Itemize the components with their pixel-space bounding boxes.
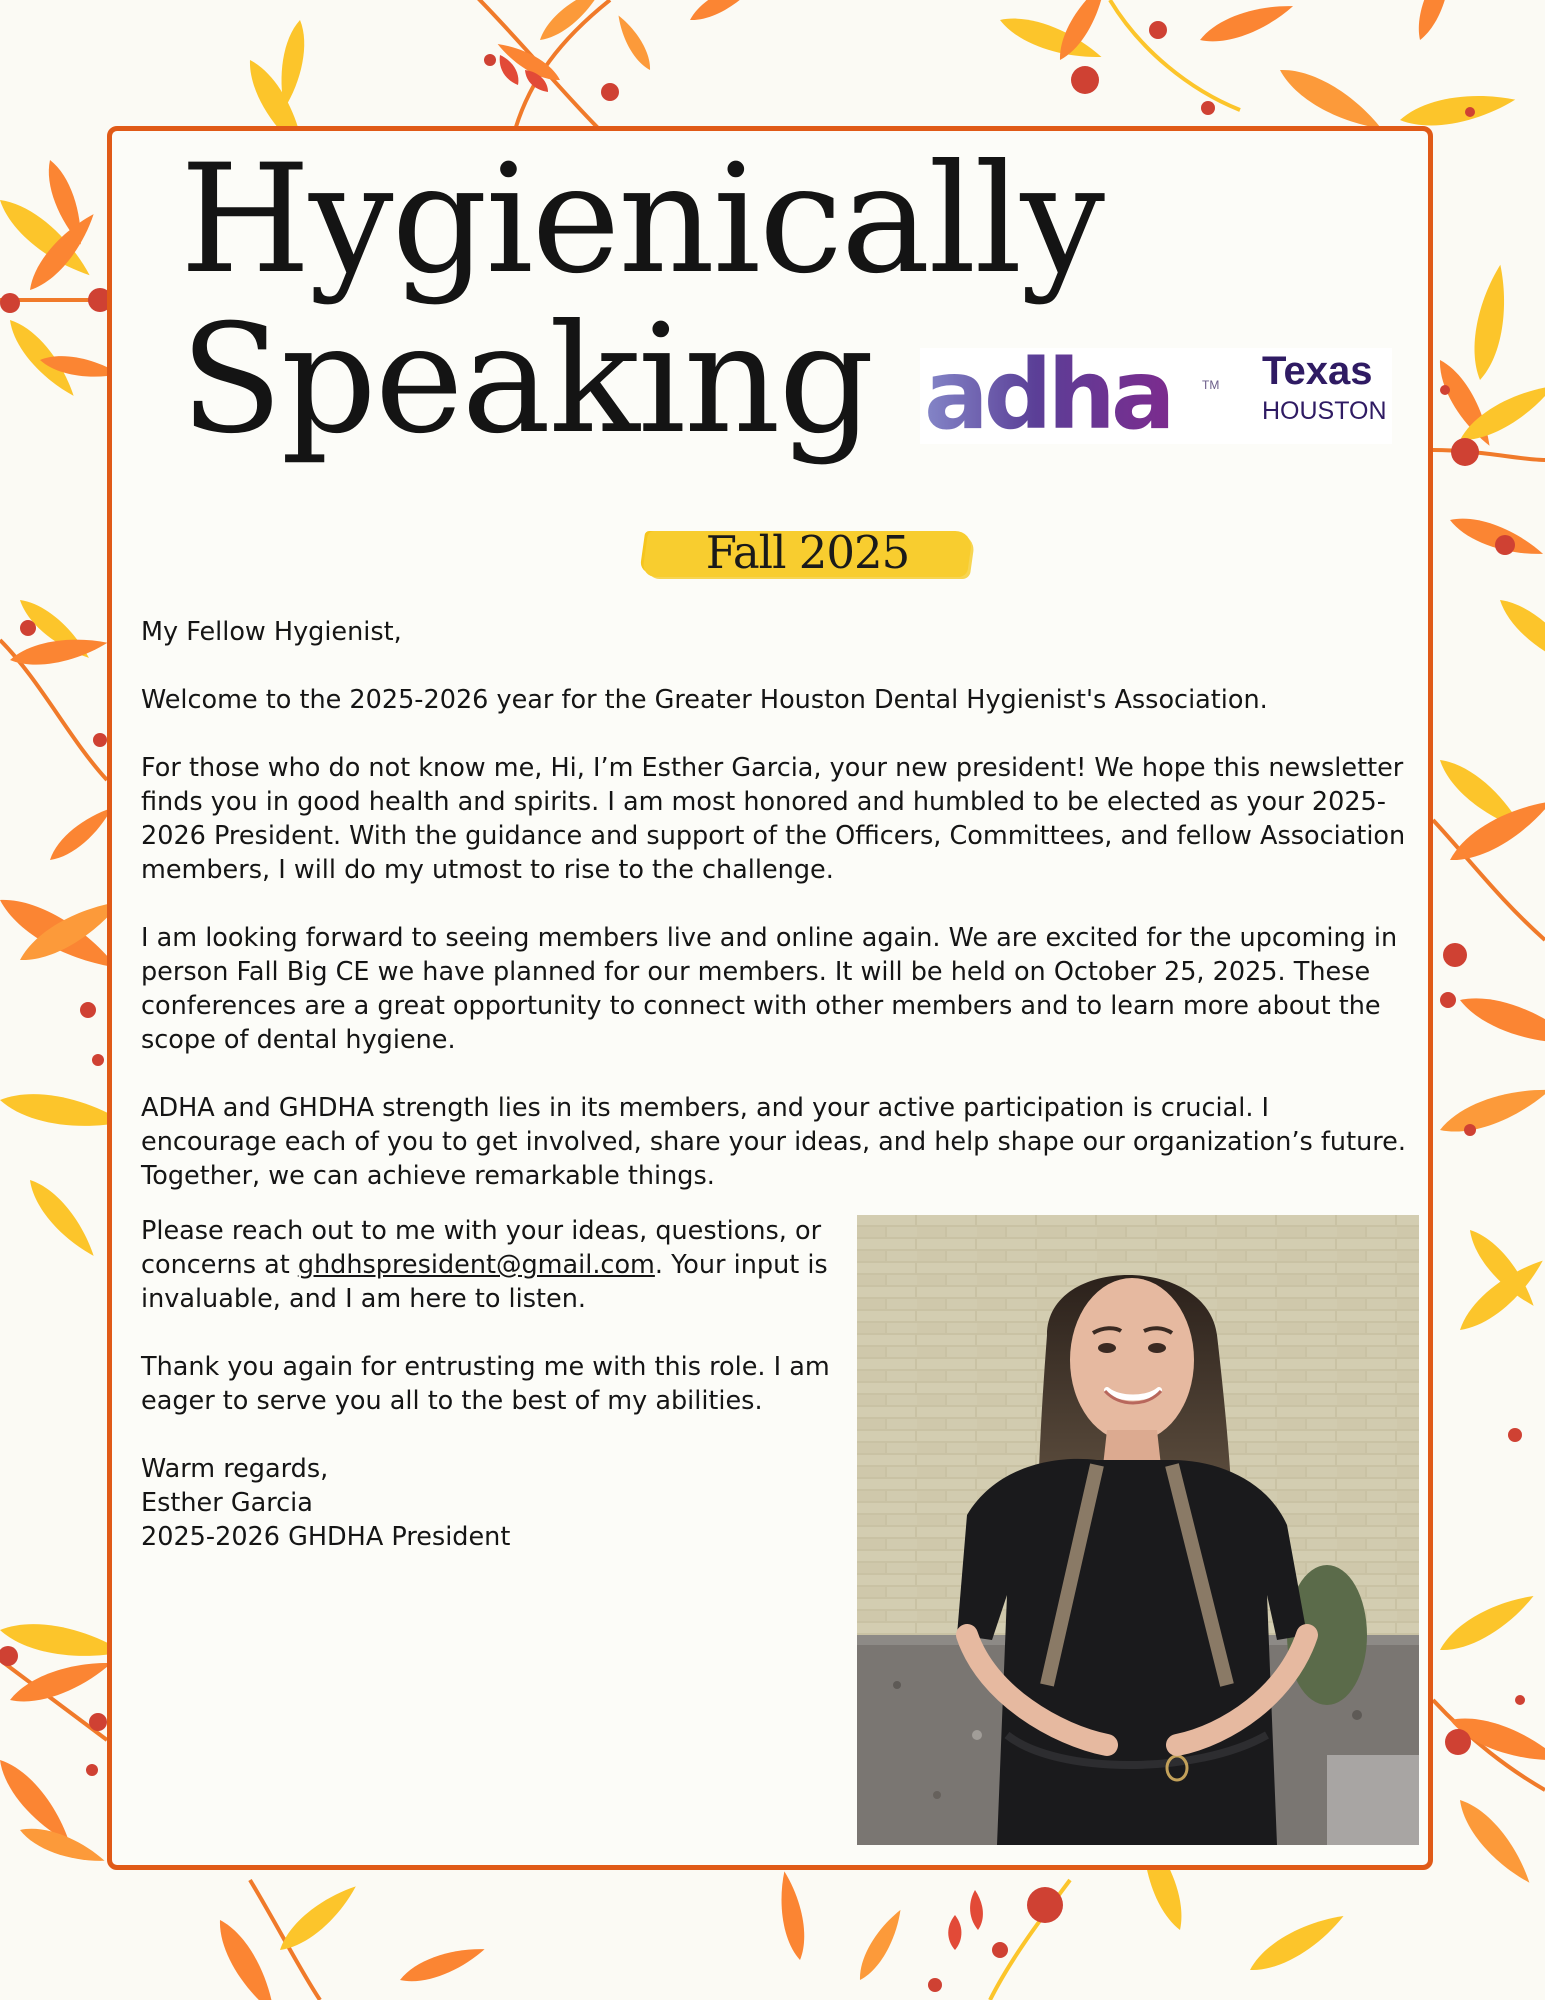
logo-chapter: HOUSTON <box>1262 397 1387 425</box>
trademark-mark: TM <box>1202 378 1220 392</box>
title-line-2: Speaking <box>180 293 873 467</box>
title-line-1: Hygienically <box>180 133 1104 307</box>
season-label: Fall 2025 <box>705 526 910 579</box>
thanks-paragraph: Thank you again for entrusting me with this role. I am eager to serve you all to the best of my abilities. <box>141 1352 830 1416</box>
letter-paragraph-welcome: Welcome to the 2025-2026 year for the Greater Houston Dental Hygienist's Association. <box>141 685 1268 715</box>
closing: Warm regards, <box>141 1454 329 1484</box>
adha-texas-houston-logo <box>920 339 1392 451</box>
contact-text-after: . Your input is invaluable, and I am here to listen. <box>141 1250 828 1314</box>
left-branch-top <box>0 157 121 403</box>
president-email-link[interactable]: ghdhspresident@gmail.com <box>297 1250 655 1280</box>
letter-paragraph-participation: ADHA and GHDHA strength lies in its members, and your active participation is crucial. I encourage each of you to get involved, share your ideas, and help shape our organization’s future. Together, we can achieve remarkable things. <box>141 1093 1406 1191</box>
president-letter <box>141 615 1406 1193</box>
top-branch-right <box>996 0 1517 139</box>
letter-closing-section <box>141 1214 861 1554</box>
right-branch-middle <box>1432 751 1545 1442</box>
right-branch-bottom <box>1433 1586 1545 1890</box>
signer-title: 2025-2026 GHDHA President <box>141 1522 511 1552</box>
salutation: My Fellow Hygienist, <box>141 617 402 647</box>
right-branch-top <box>1431 263 1545 679</box>
signer-name: Esther Garcia <box>141 1488 313 1518</box>
logo-state: Texas <box>1262 349 1373 393</box>
season-badge <box>645 523 970 583</box>
letter-paragraph-events: I am looking forward to seeing members live and online again. We are excited for the upcoming in person Fall Big CE we have planned for our members. It will be held on October 25, 2025. These conferences are a great opportunity to connect with other members and to learn more about the scope of dental hygiene. <box>141 923 1398 1055</box>
letter-paragraph-intro: For those who do not know me, Hi, I’m Esther Garcia, your new president! We hope this newsletter finds you in good health and spirits. I am most honored and humbled to be elected as your 2025-2026 President. With the guidance and support of the Officers, Committees, and fellow Association members, I will do my utmost to rise to the challenge. <box>141 753 1406 885</box>
adha-wordmark: adha <box>924 339 1171 451</box>
contact-paragraph <box>141 1214 861 1316</box>
contact-text-before: Please reach out to me with your ideas, questions, or concerns at <box>141 1216 822 1280</box>
president-portrait-photo <box>857 1215 1419 1845</box>
